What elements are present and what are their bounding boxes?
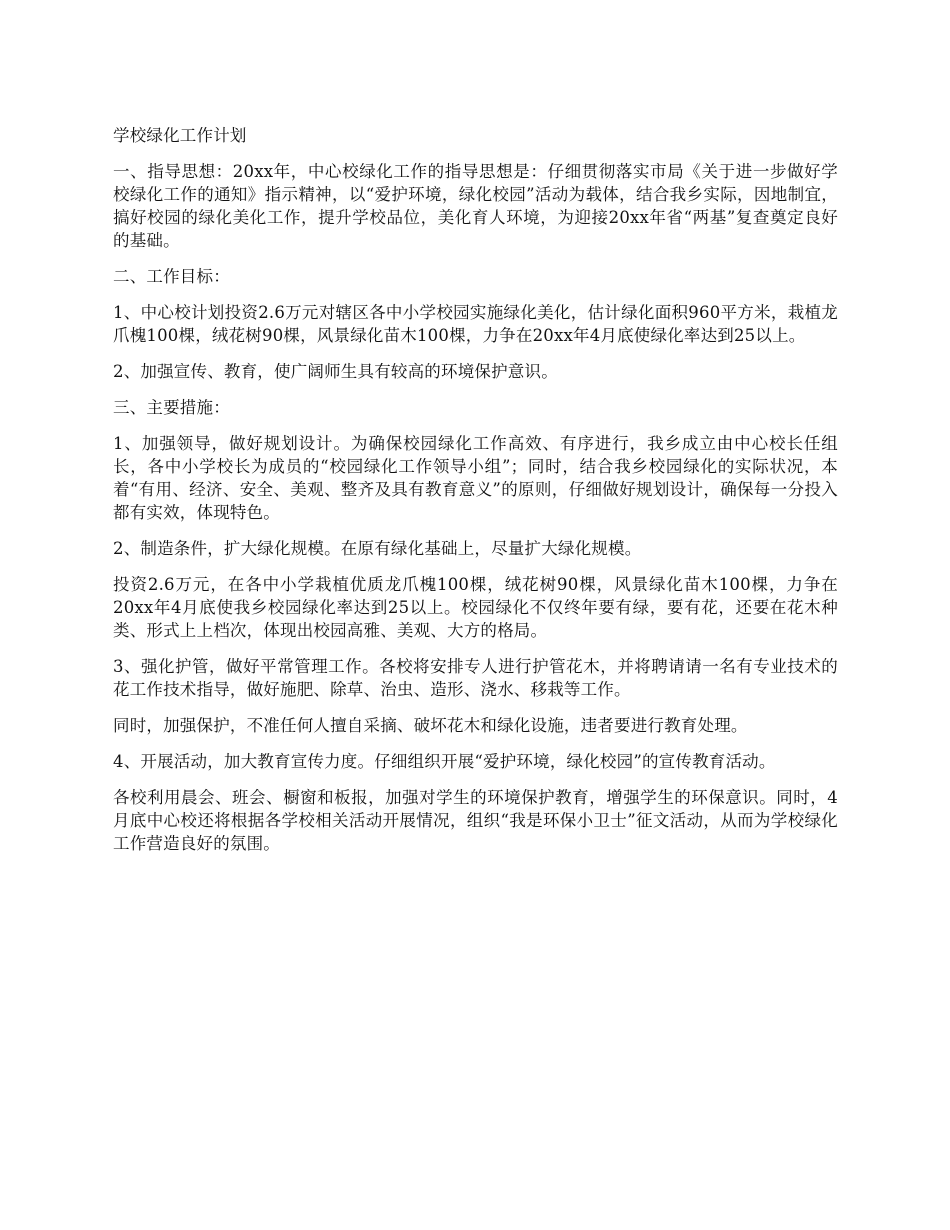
paragraph-goal-2: 2、加强宣传、教育，使广阔师生具有较高的环境保护意识。 — [113, 362, 558, 381]
heading-work-goals: 二、工作目标： — [113, 267, 230, 286]
paragraph-measure-3: 3、强化护管，做好平常管理工作。各校将安排专人进行护管花木，并将聘请请一名有专业技术的花工作技术指导，做好施肥、除草、治虫、造形、浇水、移栽等工作。 — [113, 657, 838, 699]
paragraph-goal-1: 1、中心校计划投资2.6万元对辖区各中小学校园实施绿化美化，估计绿化面积960平方米，栽植龙爪槐100棵，绒花树90棵，风景绿化苗木100棵，力争在20xx年4月底使绿化率达到25以上。 — [113, 303, 838, 345]
paragraph-activities: 各校利用晨会、班会、橱窗和板报，加强对学生的环境保护教育，增强学生的环保意识。同时，4月底中心校还将根据各学校相关活动开展情况，组织“我是环保小卫士”征文活动，从而为学校绿化工作营造良好的氛围。 — [113, 788, 838, 853]
paragraph-measure-4: 4、开展活动，加大教育宣传力度。仔细组织开展“爱护环境，绿化校园”的宣传教育活动。 — [113, 752, 776, 771]
paragraph-measure-1: 1、加强领导，做好规划设计。为确保校园绿化工作高效、有序进行，我乡成立由中心校长任组长，各中小学校长为成员的“校园绿化工作领导小组”；同时，结合我乡校园绿化的实际状况，本着“有用、经济、安全、美观、整齐及具有教育意义”的原则，仔细做好规划设计，确保每一分投入都有实效，体现特色。 — [113, 434, 838, 522]
heading-main-measures: 三、主要措施： — [113, 398, 230, 417]
paragraph-investment: 投资2.6万元，在各中小学栽植优质龙爪槐100棵，绒花树90棵，风景绿化苗木100棵，力争在20xx年4月底使我乡校园绿化率达到25以上。校园绿化不仅终年要有绿，要有花，还要在花木种类、形式上上档次，体现出校园高雅、美观、大方的格局。 — [113, 575, 838, 640]
paragraph-protection: 同时，加强保护，不准任何人擅自采摘、破坏花木和绿化设施，违者要进行教育处理。 — [113, 716, 748, 735]
document-title: 学校绿化工作计划 — [113, 126, 247, 145]
paragraph-guiding-ideology: 一、指导思想：20xx年，中心校绿化工作的指导思想是：仔细贯彻落实市局《关于进一步做好学校绿化工作的通知》指示精神，以“爱护环境，绿化校园”活动为载体，结合我乡实际，因地制宜，搞好校园的绿化美化工作，提升学校品位，美化育人环境，为迎接20xx年省“两基”复查奠定良好的基础。 — [113, 162, 838, 250]
paragraph-measure-2: 2、制造条件，扩大绿化规模。在原有绿化基础上，尽量扩大绿化规模。 — [113, 539, 642, 558]
document-body — [113, 124, 838, 868]
